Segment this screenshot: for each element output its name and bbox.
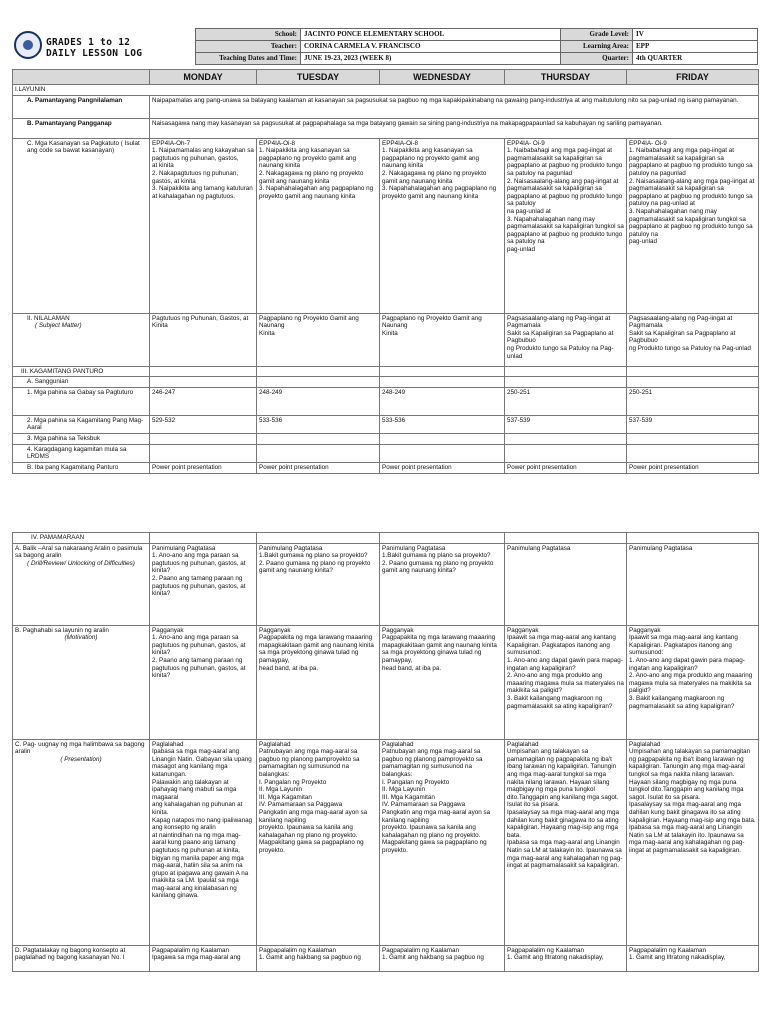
pagtatalakay-cell: Pagpapalalim ng Kaalaman 1. Gamit ang hakbang sa pagbuo ng xyxy=(257,945,380,971)
nilalaman-label: II. NILALAMAN xyxy=(27,314,70,322)
balik-aral-cell: Panimulang Pagtatasa 1.Bakit gumawa ng plano sa proyekto? 2. Paano gumawa ng plano ng proyekto gamit ang naunang kinita? xyxy=(257,543,380,625)
kasanayan-cell: EPP4IA-Oi-8 1. Naipakikita ang kasanayan sa pagpaplano ng proyekto gamit ang naunang kinita 2. Nakagagawa ng plano ng proyekto gamit ang naunang kinita 3. Napahahalagahan ang pagpaplano ng proyekto gamit ang naunang kinita xyxy=(380,138,505,313)
day-monday: MONDAY xyxy=(150,70,257,85)
pagtatalakay-cell: Pagpapalalim ng Kaalaman 1. Gamit ang lltratong nakadisplay, xyxy=(627,945,759,971)
pagtatalakay-row xyxy=(13,945,759,971)
pamamaraan-table xyxy=(12,532,759,972)
gabay-cell: 246-247 xyxy=(150,387,257,415)
lesson-log-page-2 xyxy=(12,532,758,972)
sanggunian-label: A. Sanggunian xyxy=(13,377,150,388)
iba-cell: Power point presentation xyxy=(505,462,627,473)
gabay-label: 1. Mga pahina sa Gabay sa Pagtuturo xyxy=(13,387,150,415)
paguugnay-sub: ( Presentation) xyxy=(60,755,102,763)
kasanayan-cell: EPP4IA- Oi-9 1. Naibabahagi ang mga pag-iingat at pagmamalasakit sa kapaligiran sa pagpaplano at pagbuo ng produkto tungo sa patuloy na pagunlad 2. Naisasaalang-alang ang pag-iingat at pagmamalasakit sa kapaligiran sa pagpaplano at pagbuo ng produkto tungo sa patuloy na pag-unlad at 3. Napahahalagahan nang may pagmamalasakit sa kapaligiran tungkol sa pagpaplano at pagbuo ng produkto tungo sa patuloy na pag-unlad xyxy=(505,138,627,313)
title-line2: DAILY LESSON LOG xyxy=(46,48,143,59)
paghahabi-label-cell xyxy=(13,625,150,739)
paghahabi-cell: Pagganyak Ipaawit sa mga mag-aaral ang kantang Kapaligiran. Pagkatapos itanong ang sumusunod: 1. Ano-ano ang dapat gawin para mapag-ingatan ang kapaligiran? 2. Ano-ano ang mga produkto ang maaaring magawa mula sa materyales na makikita sa paligid? 3. Bakit kailangang magkaroon ng pagmamalasakit sa ating kapaligiran? xyxy=(627,625,759,739)
lesson-log-page-1 xyxy=(12,28,758,474)
gabay-cell: 248-249 xyxy=(257,387,380,415)
day-friday: FRIDAY xyxy=(627,70,759,85)
kagamitan-mag-cell: 533-536 xyxy=(257,415,380,433)
paguugnay-cell: Paglalahad Umpisahan ang talakayan sa pamamagitan ng pagpapakita ng iba't ibang larawan ng kapaligiran. Tanungin ang mga mag-aaral tungkol sa mga nakita nilang larawan. Hayaan silang magbigay ng mga puna tungkol dito.Tanggapin ang kanilang mga sagot. Isulat ito sa pisara. Ipasalaysay sa mga mag-aaral ang mga dahilan kung bakit ginagawa ito sa ating kapaligiran. Hayaang mag-isip ang mga bata. Ipabasa sa mga mag-aaral ang Linangin Natin sa LM at talakayin ito. Ipaunawa sa mga mag-aaral ang kahalagahan ng pag-iingat at pagmamalasakit sa kapaligiran. xyxy=(627,739,759,945)
gabay-cell: 250-251 xyxy=(505,387,627,415)
paguugnay-cell: Paglalahad Umpisahan ang talakayan sa pamamagitan ng pagpapakita ng iba't ibang larawan ng kapaligiran. Tanungin ang mga mag-aaral tungkol sa mga nakita nilang larawan. Hayaan silang magbigay ng mga puna tungkol dito.Tanggapin ang kanilang mga sagot. Isulat ito sa pisara. Ipasalaysay sa mga mag-aaral ang mga dahilan kung bakit ginagawa ito sa ating kapaligiran. Hayaang mag-isip ang mga bata. Ipabasa sa mga mag-aaral ang Linangin Natin sa LM at talakayin ito. Ipaunawa sa mga mag-aaral ang kahalagahan ng pag-iingat at pagmamalasakit sa kapaligiran. xyxy=(505,739,627,945)
dates-value: JUNE 19-23, 2023 (WEEK 8) xyxy=(301,53,561,65)
school-value: JACINTO PONCE ELEMENTARY SCHOOL xyxy=(301,29,561,41)
kasanayan-cell: EPP4IA-Oi-8 1. Naipakikita ang kasanayan sa pagpaplano ng proyekto gamit ang naunang kinita 2. Nakagagawa ng plano ng proyekto gamit ang naunang kinita 3. Napahahalagahan ang pagpaplano ng proyekto gamit ang naunang kinita xyxy=(257,138,380,313)
school-label: School: xyxy=(196,29,301,41)
iba-label: B. Iba pang Kagamitang Panturo xyxy=(13,462,150,473)
day-wednesday: WEDNESDAY xyxy=(380,70,505,85)
balik-aral-cell: Panimulang Pagtatasa 1. Ano-ano ang mga paraan sa pagtutuos ng puhunan, gastos, at kinita? 2. Paano ang tamang paraan ng pagtutuos ng puhunan, gastos, at kinita? xyxy=(150,543,257,625)
dates-label: Teaching Dates and Time: xyxy=(196,53,301,65)
header-info-table xyxy=(195,28,758,65)
iba-cell: Power point presentation xyxy=(257,462,380,473)
nilalaman-row xyxy=(13,313,759,366)
pamamaraan-label: IV. PAMAMARAAN xyxy=(13,533,150,544)
paguugnay-cell: Paglalahad Ipabasa sa mga mag-aaral ang Linangin Natin. Gabayan sila upang masagot ang kanilang mga katanungan. Palawakin ang talakayan at ipahayag nang mabuti sa mga magaaral ang kahalagahan ng puhunan at kinita. Kapag natapos mo nang ipaliwanag ang konsepto ng aralin at naintindihan na ng mga mag-aaral kung paano ang tamang pagtutuos ng puhunan at kinita, bigyan ng manila paper ang mga mag-aaral, hatiin sila sa anim na grupo at ipagawa ang gawain A na makikita sa LM. Ipaulat sa mga mag-aaral ang kinalabasan ng kanilang ginawa. xyxy=(150,739,257,945)
kasanayan-cell: EPP4IA- Oi-9 1. Naibabahagi ang mga pag-iingat at pagmamalasakit sa kapaligiran sa pagpaplano at pagbuo ng produkto tungo sa patuloy na pagunlad 2. Naisasaalang-alang ang mga pag-iingat at pagmamalasakit sa kapaligiran sa pagpaplano at pagbuo ng produkto tungo sa patuloy na pag-unlad at 3. Napahahalagahan nang may pagmamalasakit sa kapaligiran tungkol sa pagpaplano at pagbuo ng produkto tungo sa patuloy na pag-unlad xyxy=(627,138,759,313)
kagamitan-mag-row xyxy=(13,415,759,433)
balik-aral-cell: Panimulang Pagtatasa xyxy=(505,543,627,625)
gabay-row xyxy=(13,387,759,415)
lrdms-label: 4. Karagdagang kagamitan mula sa LRDMS xyxy=(13,444,150,462)
paguugnay-row xyxy=(13,739,759,945)
balik-aral-sub: ( Drill/Review/ Unlocking of Difficulties) xyxy=(27,559,135,567)
area-label: Learning Area: xyxy=(561,41,633,53)
kagamitan-mag-cell: 537-539 xyxy=(627,415,759,433)
grade-value: IV xyxy=(633,29,758,41)
nilalaman-label-cell xyxy=(13,313,150,366)
balik-aral-cell: Panimulang Pagtatasa xyxy=(627,543,759,625)
sanggunian-row xyxy=(13,377,759,388)
lesson-table xyxy=(12,69,759,474)
layunin-row xyxy=(13,85,759,96)
paghahabi-sub: (Motivation) xyxy=(64,634,98,642)
lrdms-row xyxy=(13,444,759,462)
nilalaman-cell: Pagtutuos ng Puhunan, Gastos, at Kinita xyxy=(150,313,257,366)
pangganap-row xyxy=(13,118,759,138)
nilalaman-cell: Pagpaplano ng Proyekto Gamit ang Naunang Kinita xyxy=(380,313,505,366)
kasanayan-label: C. Mga Kasanayan sa Pagkatuto ( Isulat ang code sa bawat kasanayan) xyxy=(13,138,150,313)
iba-row xyxy=(13,462,759,473)
paghahabi-row xyxy=(13,625,759,739)
nilalaman-cell: Pagsasaalang-alang ng Pag-iingat at Pagmamala Sakit sa Kapaligiran sa Pagpaplano at Pagbubuo ng Produkto tungo sa Patuloy na Pag-unlad xyxy=(627,313,759,366)
day-tuesday: TUESDAY xyxy=(257,70,380,85)
paghahabi-cell: Pagganyak Pagpapakita ng mga larawang maaaring mapagkakitaan gamit ang naunang kinita sa mga proyektong ginawa tulad ng pamaypay, head band, at iba pa. xyxy=(257,625,380,739)
teacher-value: CORINA CARMELA V. FRANCISCO xyxy=(301,41,561,53)
balik-aral-row xyxy=(13,543,759,625)
gabay-cell: 248-249 xyxy=(380,387,505,415)
nilalaman-cell: Pagpaplano ng Proyekto Gamit ang Naunang Kinita xyxy=(257,313,380,366)
nilalaman-sub: ( Subject Matter) xyxy=(35,322,82,330)
pamamaraan-row xyxy=(13,533,759,544)
kasanayan-cell: EPP4IA-Oh-7 1. Naipamamalas ang kakayahan sa pagtutuos ng puhunan, gastos, at kinita 2. Nakapagtutuos ng puhunan, gastos, at kinita 3. Naipakikita ang tamang katuturan at kahalagahan ng pagtutuos. xyxy=(150,138,257,313)
iba-cell: Power point presentation xyxy=(380,462,505,473)
days-header-row xyxy=(13,70,759,85)
pangganap-text: Naisasagawa nang may kasanayan sa pagsusukat at pagpapahalaga sa mga batayang gawain sa sining pang-industriya na makapagpapaunlad sa kabuhayan ng sariling pamayanan. xyxy=(150,118,759,138)
day-thursday: THURSDAY xyxy=(505,70,627,85)
pagtatalakay-cell: Pagpapalalim ng Kaalaman Ipagawa sa mga mag-aaral ang xyxy=(150,945,257,971)
teacher-label: Teacher: xyxy=(196,41,301,53)
pangnilalaman-text: Naipapamalas ang pang-unawa sa batayang kaalaman at kasanayan sa pagsusukat sa pagbuo ng mga kapakipakinabang na gawaing pang-industriya at ang maitutulong nito sa pag-unlad ng isang pamayanan. xyxy=(150,95,759,118)
balik-aral-label: A. Balik –Aral sa nakaraang Aralin o pasimula sa bagong aralin xyxy=(15,544,143,560)
grade-label: Grade Level: xyxy=(561,29,633,41)
kagamitan-mag-cell: 537-539 xyxy=(505,415,627,433)
paguugnay-label: C. Pag- uugnay ng mga halimbawa sa bagong aralin xyxy=(15,740,145,756)
nilalaman-cell: Pagsasaalang-alang ng Pag-iingat at Pagmamala Sakit sa Kapaligiran sa Pagpaplano at Pagbubuo ng Produkto tungo sa Patuloy na Pag-unlad xyxy=(505,313,627,366)
paghahabi-cell: Pagganyak Pagpapakita ng mga larawang maaaring mapagkakitaan gamit ang naunang kinita sa mga proyektong ginawa tulad ng pamaypay, head band, at iba pa. xyxy=(380,625,505,739)
teksbuk-row xyxy=(13,433,759,444)
header xyxy=(12,28,758,65)
kagamitan-label: III. KAGAMITANG PANTURO xyxy=(13,366,150,377)
logo-area xyxy=(12,28,195,65)
deped-seal-icon xyxy=(14,31,42,59)
paghahabi-cell: Pagganyak Ipaawit sa mga mag-aaral ang kantang Kapaligiran. Pagkatapos itanong ang sumusunod: 1. Ano-ano ang dapat gawin para mapag-ingatan ang kapaligiran? 2. Ano-ano ang mga produkto ang maaaring magawa mula sa materyales na makikita sa paligid? 3. Bakit kailangang magkaroon ng pagmamalasakit sa ating kapaligiran? xyxy=(505,625,627,739)
layunin-label: I.LAYUNIN xyxy=(13,85,759,96)
teksbuk-label: 3. Mga pahina sa Teksbuk xyxy=(13,433,150,444)
kagamitan-mag-label: 2. Mga pahina sa Kagamitang Pang Mag-Aaral xyxy=(13,415,150,433)
kagamitan-row xyxy=(13,366,759,377)
pagtatalakay-cell: Pagpapalalim ng Kaalaman 1. Gamit ang lltratong nakadisplay, xyxy=(505,945,627,971)
paguugnay-label-cell xyxy=(13,739,150,945)
quarter-value: 4th QUARTER xyxy=(633,53,758,65)
pagtatalakay-cell: Pagpapalalim ng Kaalaman 1. Gamit ang hakbang sa pagbuo ng xyxy=(380,945,505,971)
paguugnay-cell: Paglalahad Patnubayan ang mga mag-aaral sa pagbuo ng planong pamproyekto sa pamamagitan ng sumusunod na balangkas: I. Pangalan ng Proyekto II. Mga Layunin III. Mga Kagamitan IV. Pamamaraan sa Paggawa Pangkatin ang mga mag-aaral ayon sa kanilang napiling proyekto. Ipaunawa sa kanila ang kahalagahan ng plano ng proyekto. Magpakitang gawa sa pagpaplano ng proyekto. xyxy=(380,739,505,945)
pangganap-label: B. Pamantayang Pangganap xyxy=(13,118,150,138)
gabay-cell: 250-251 xyxy=(627,387,759,415)
paghahabi-label: B. Paghahabi sa layunin ng aralin xyxy=(15,626,109,634)
pagtatalakay-label: D. Pagtatalakay ng bagong konsepto at paglalahad ng bagong kasanayan No. I xyxy=(13,945,150,971)
area-value: EPP xyxy=(633,41,758,53)
balik-aral-label-cell xyxy=(13,543,150,625)
pangnilalaman-row xyxy=(13,95,759,118)
iba-cell: Power point presentation xyxy=(627,462,759,473)
kagamitan-mag-cell: 529-532 xyxy=(150,415,257,433)
days-corner xyxy=(13,70,150,85)
paguugnay-cell: Paglalahad Patnubayan ang mga mag-aaral sa pagbuo ng planong pamproyekto sa pamamagitan ng sumusunod na balangkas: I. Pangalan ng Proyekto II. Mga Layunin III. Mga Kagamitan IV. Pamamaraan sa Paggawa Pangkatin ang mga mag-aaral ayon sa kanilang napiling proyekto. Ipaunawa sa kanila ang kahalagahan ng plano ng proyekto. Magpakitang gawa sa pagpaplano ng proyekto. xyxy=(257,739,380,945)
title-line1: GRADES 1 to 12 xyxy=(46,37,131,48)
kagamitan-mag-cell: 533-536 xyxy=(380,415,505,433)
pangnilalaman-label: A. Pamantayang Pangnilalaman xyxy=(13,95,150,118)
balik-aral-cell: Panimulang Pagtatasa 1.Bakit gumawa ng plano sa proyekto? 2. Paano gumawa ng plano ng proyekto gamit ang naunang kinita? xyxy=(380,543,505,625)
paghahabi-cell: Pagganyak 1. Ano-ano ang mga paraan sa pagtutuos ng puhunan, gastos, at kinita? 2. Paano ang tamang paraan ng pagtutuos ng puhunan, gastos, at kinita? xyxy=(150,625,257,739)
quarter-label: Quarter: xyxy=(561,53,633,65)
kasanayan-row xyxy=(13,138,759,313)
iba-cell: Power point presentation xyxy=(150,462,257,473)
